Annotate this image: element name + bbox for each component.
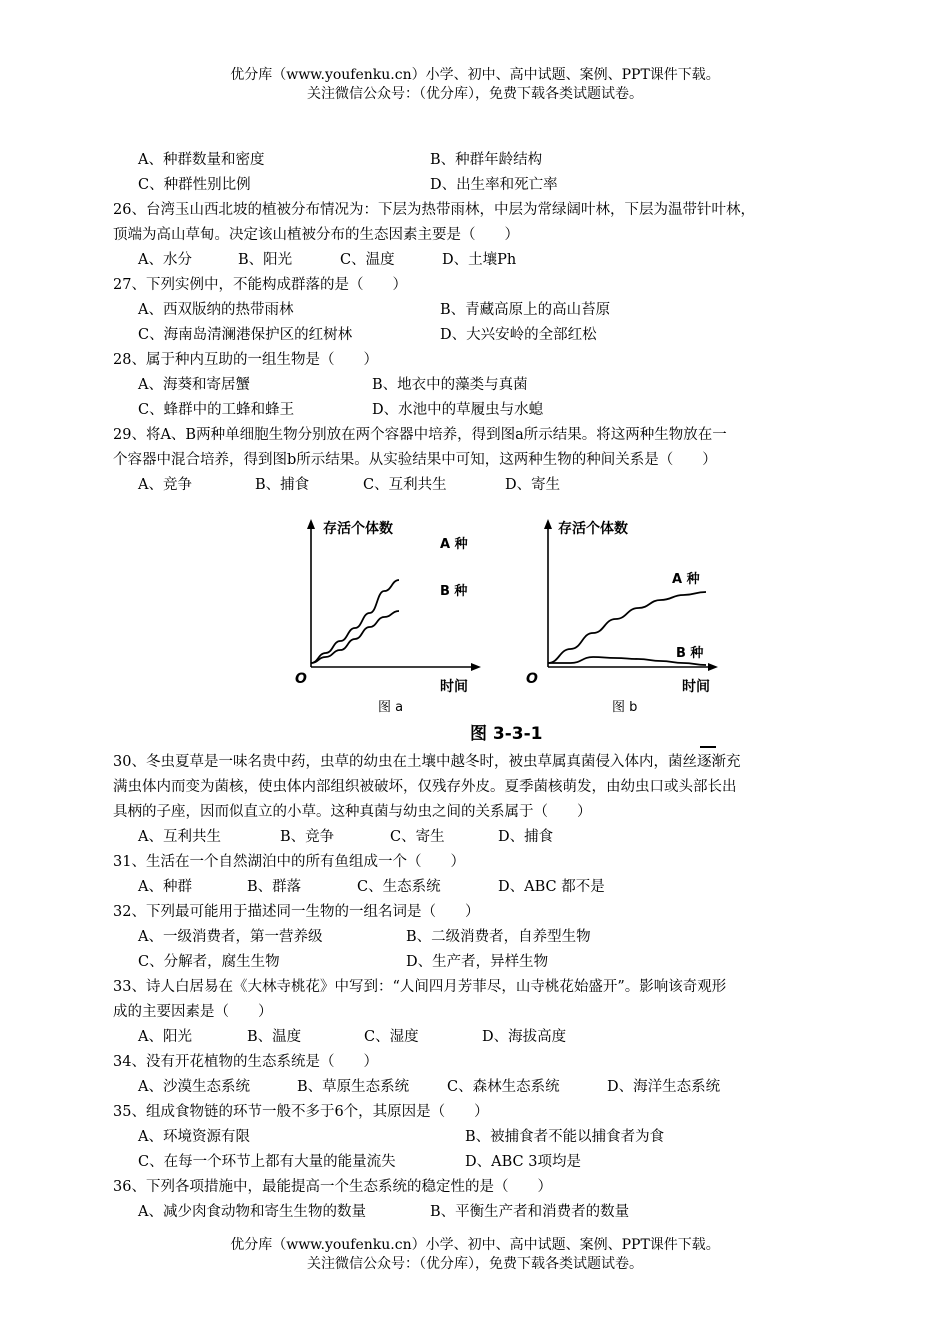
- q33-option-c: C、湿度: [364, 1029, 419, 1045]
- q30-option-d: D、捕食: [498, 829, 554, 845]
- q27-option-b: B、青藏高原上的高山苔原: [440, 302, 611, 318]
- q32-option-d: D、生产者，异样生物: [406, 954, 549, 970]
- q30-option-c: C、寄生: [390, 829, 445, 845]
- graph-a-label-species-b: B 种: [440, 584, 468, 599]
- q32-option-c: C、分解者，腐生生物: [138, 954, 280, 970]
- figure-3-3-1: [0, 505, 950, 765]
- q34-option-a: A、沙漠生态系统: [138, 1079, 250, 1095]
- q30-text-line3: 具柄的子座，因而似直立的小草。这种真菌与幼虫之间的关系属于（ ）: [113, 804, 592, 820]
- q33-option-d: D、海拔高度: [482, 1029, 567, 1045]
- page-header-line1: 优分库（www.youfenku.cn）小学、初中、高中试题、案例、PPT课件下载。: [230, 67, 720, 83]
- graph-b-label-species-b: B 种: [676, 646, 704, 661]
- q35-option-b: B、被捕食者不能以捕食者为食: [465, 1129, 665, 1145]
- q32-option-a: A、一级消费者，第一营养级: [138, 929, 323, 945]
- q32-text: 32、下列最可能用于描述同一生物的一组名词是（ ）: [113, 904, 480, 920]
- page-header-line2: 关注微信公众号：（优分库），免费下载各类试题试卷。: [307, 86, 643, 102]
- q36-option-b: B、平衡生产者和消费者的数量: [430, 1204, 630, 1220]
- q36-option-a: A、减少肉食动物和寄生生物的数量: [138, 1204, 366, 1220]
- q30-option-a: A、互利共生: [138, 829, 221, 845]
- q27-text: 27、下列实例中，不能构成群落的是（ ）: [113, 277, 407, 293]
- page-footer-line2: 关注微信公众号：（优分库），免费下载各类试题试卷。: [307, 1256, 643, 1272]
- q33-option-b: B、温度: [247, 1029, 302, 1045]
- q27-option-a: A、西双版纳的热带雨林: [138, 302, 294, 318]
- graph-a-caption: 图 a: [378, 700, 404, 715]
- q35-option-c: C、在每一个环节上都有大量的能量流失: [138, 1154, 396, 1170]
- q28-option-b: B、地衣中的藻类与真菌: [372, 377, 528, 393]
- q32-option-b: B、二级消费者，自养型生物: [406, 929, 591, 945]
- q26-text-line2: 顶端为高山草甸。决定该山植被分布的生态因素主要是（ ）: [113, 227, 519, 243]
- graph-a-curve-species-b: [311, 611, 399, 663]
- q31-option-b: B、群落: [247, 879, 302, 895]
- q29-text-line1: 29、将A、B两种单细胞生物分别放在两个容器中培养，得到图a所示结果。将这两种生物放在一: [113, 427, 727, 443]
- q35-option-a: A、环境资源有限: [138, 1129, 250, 1145]
- q29-option-d: D、寄生: [505, 477, 561, 493]
- q25-option-a: A、种群数量和密度: [138, 152, 265, 168]
- q31-option-a: A、种群: [138, 879, 192, 895]
- graph-b: [526, 519, 718, 715]
- q25-option-d: D、出生率和死亡率: [430, 177, 558, 193]
- q28-option-d: D、水池中的草履虫与水螅: [372, 402, 544, 418]
- figure-title: 图 3-3-1: [470, 724, 543, 744]
- graph-b-xlabel: 时间: [682, 679, 710, 695]
- q31-option-d: D、ABC 都不是: [498, 879, 605, 895]
- q30-text-line1: 30、冬虫夏草是一味名贵中药，虫草的幼虫在土壤中越冬时，被虫草属真菌侵入体内，菌丝逐渐充: [113, 754, 741, 770]
- q34-option-d: D、海洋生态系统: [607, 1079, 721, 1095]
- q26-text-line1: 26、台湾玉山西北坡的植被分布情况为：下层为热带雨林，中层为常绿阔叶林，下层为温带针叶林，: [113, 202, 755, 218]
- q26-option-b: B、阳光: [238, 252, 293, 268]
- graph-a-x-arrow: [471, 663, 481, 671]
- graph-a-xlabel: 时间: [440, 679, 468, 695]
- graph-b-y-arrow: [544, 519, 552, 529]
- q29-text-line2: 个容器中混合培养，得到图b所示结果。从实验结果中可知，这两种生物的种间关系是（ ）: [113, 452, 717, 468]
- graph-a-ylabel: 存活个体数: [323, 521, 393, 537]
- q34-option-c: C、森林生态系统: [447, 1079, 560, 1095]
- q26-option-d: D、土壤Ph: [442, 252, 517, 268]
- graph-b-x-arrow: [708, 663, 718, 671]
- q34-option-b: B、草原生态系统: [297, 1079, 410, 1095]
- q28-text: 28、属于种内互助的一组生物是（ ）: [113, 352, 378, 368]
- q31-text: 31、生活在一个自然湖泊中的所有鱼组成一个（ ）: [113, 854, 465, 870]
- q36-text: 36、下列各项措施中，最能提高一个生态系统的稳定性的是（ ）: [113, 1179, 552, 1195]
- q26-option-a: A、水分: [138, 252, 192, 268]
- graph-a: [295, 519, 481, 715]
- graph-a-y-arrow: [307, 519, 315, 529]
- q26-option-c: C、温度: [340, 252, 395, 268]
- page-footer-line1: 优分库（www.youfenku.cn）小学、初中、高中试题、案例、PPT课件下载。: [230, 1237, 720, 1253]
- graph-a-curve-species-a: [311, 580, 399, 663]
- q27-option-c: C、海南岛清澜港保护区的红树林: [138, 327, 353, 343]
- graph-a-origin: O: [295, 671, 307, 687]
- q33-text-line1: 33、诗人白居易在《大林寺桃花》中写到：“人间四月芳菲尽，山寺桃花始盛开”。影响该奇观形: [113, 979, 727, 995]
- q35-text: 35、组成食物链的环节一般不多于6个，其原因是（ ）: [113, 1104, 489, 1120]
- q29-option-c: C、互利共生: [363, 477, 447, 493]
- q28-option-a: A、海葵和寄居蟹: [138, 377, 250, 393]
- graph-b-ylabel: 存活个体数: [558, 521, 628, 537]
- graph-b-label-species-a: A 种: [672, 572, 700, 587]
- q33-option-a: A、阳光: [138, 1029, 192, 1045]
- q29-option-a: A、竞争: [138, 477, 192, 493]
- q25-option-c: C、种群性别比例: [138, 177, 251, 193]
- graph-b-origin: O: [526, 671, 538, 687]
- q31-option-c: C、生态系统: [357, 879, 441, 895]
- q25-option-b: B、种群年龄结构: [430, 152, 543, 168]
- graph-a-label-species-a: A 种: [440, 537, 468, 552]
- q34-text: 34、没有开花植物的生态系统是（ ）: [113, 1054, 378, 1070]
- graph-b-caption: 图 b: [612, 700, 638, 715]
- q30-option-b: B、竞争: [280, 829, 335, 845]
- q27-option-d: D、大兴安岭的全部红松: [440, 327, 597, 343]
- q29-option-b: B、捕食: [255, 477, 310, 493]
- q30-text-line2: 满虫体内而变为菌核，使虫体内部组织被破坏，仅残存外皮。夏季菌核萌发，由幼虫口或头部长出: [113, 779, 737, 795]
- q28-option-c: C、蜂群中的工蜂和蜂王: [138, 402, 295, 418]
- q35-option-d: D、ABC 3项均是: [465, 1154, 581, 1170]
- q33-text-line2: 成的主要因素是（ ）: [113, 1004, 273, 1020]
